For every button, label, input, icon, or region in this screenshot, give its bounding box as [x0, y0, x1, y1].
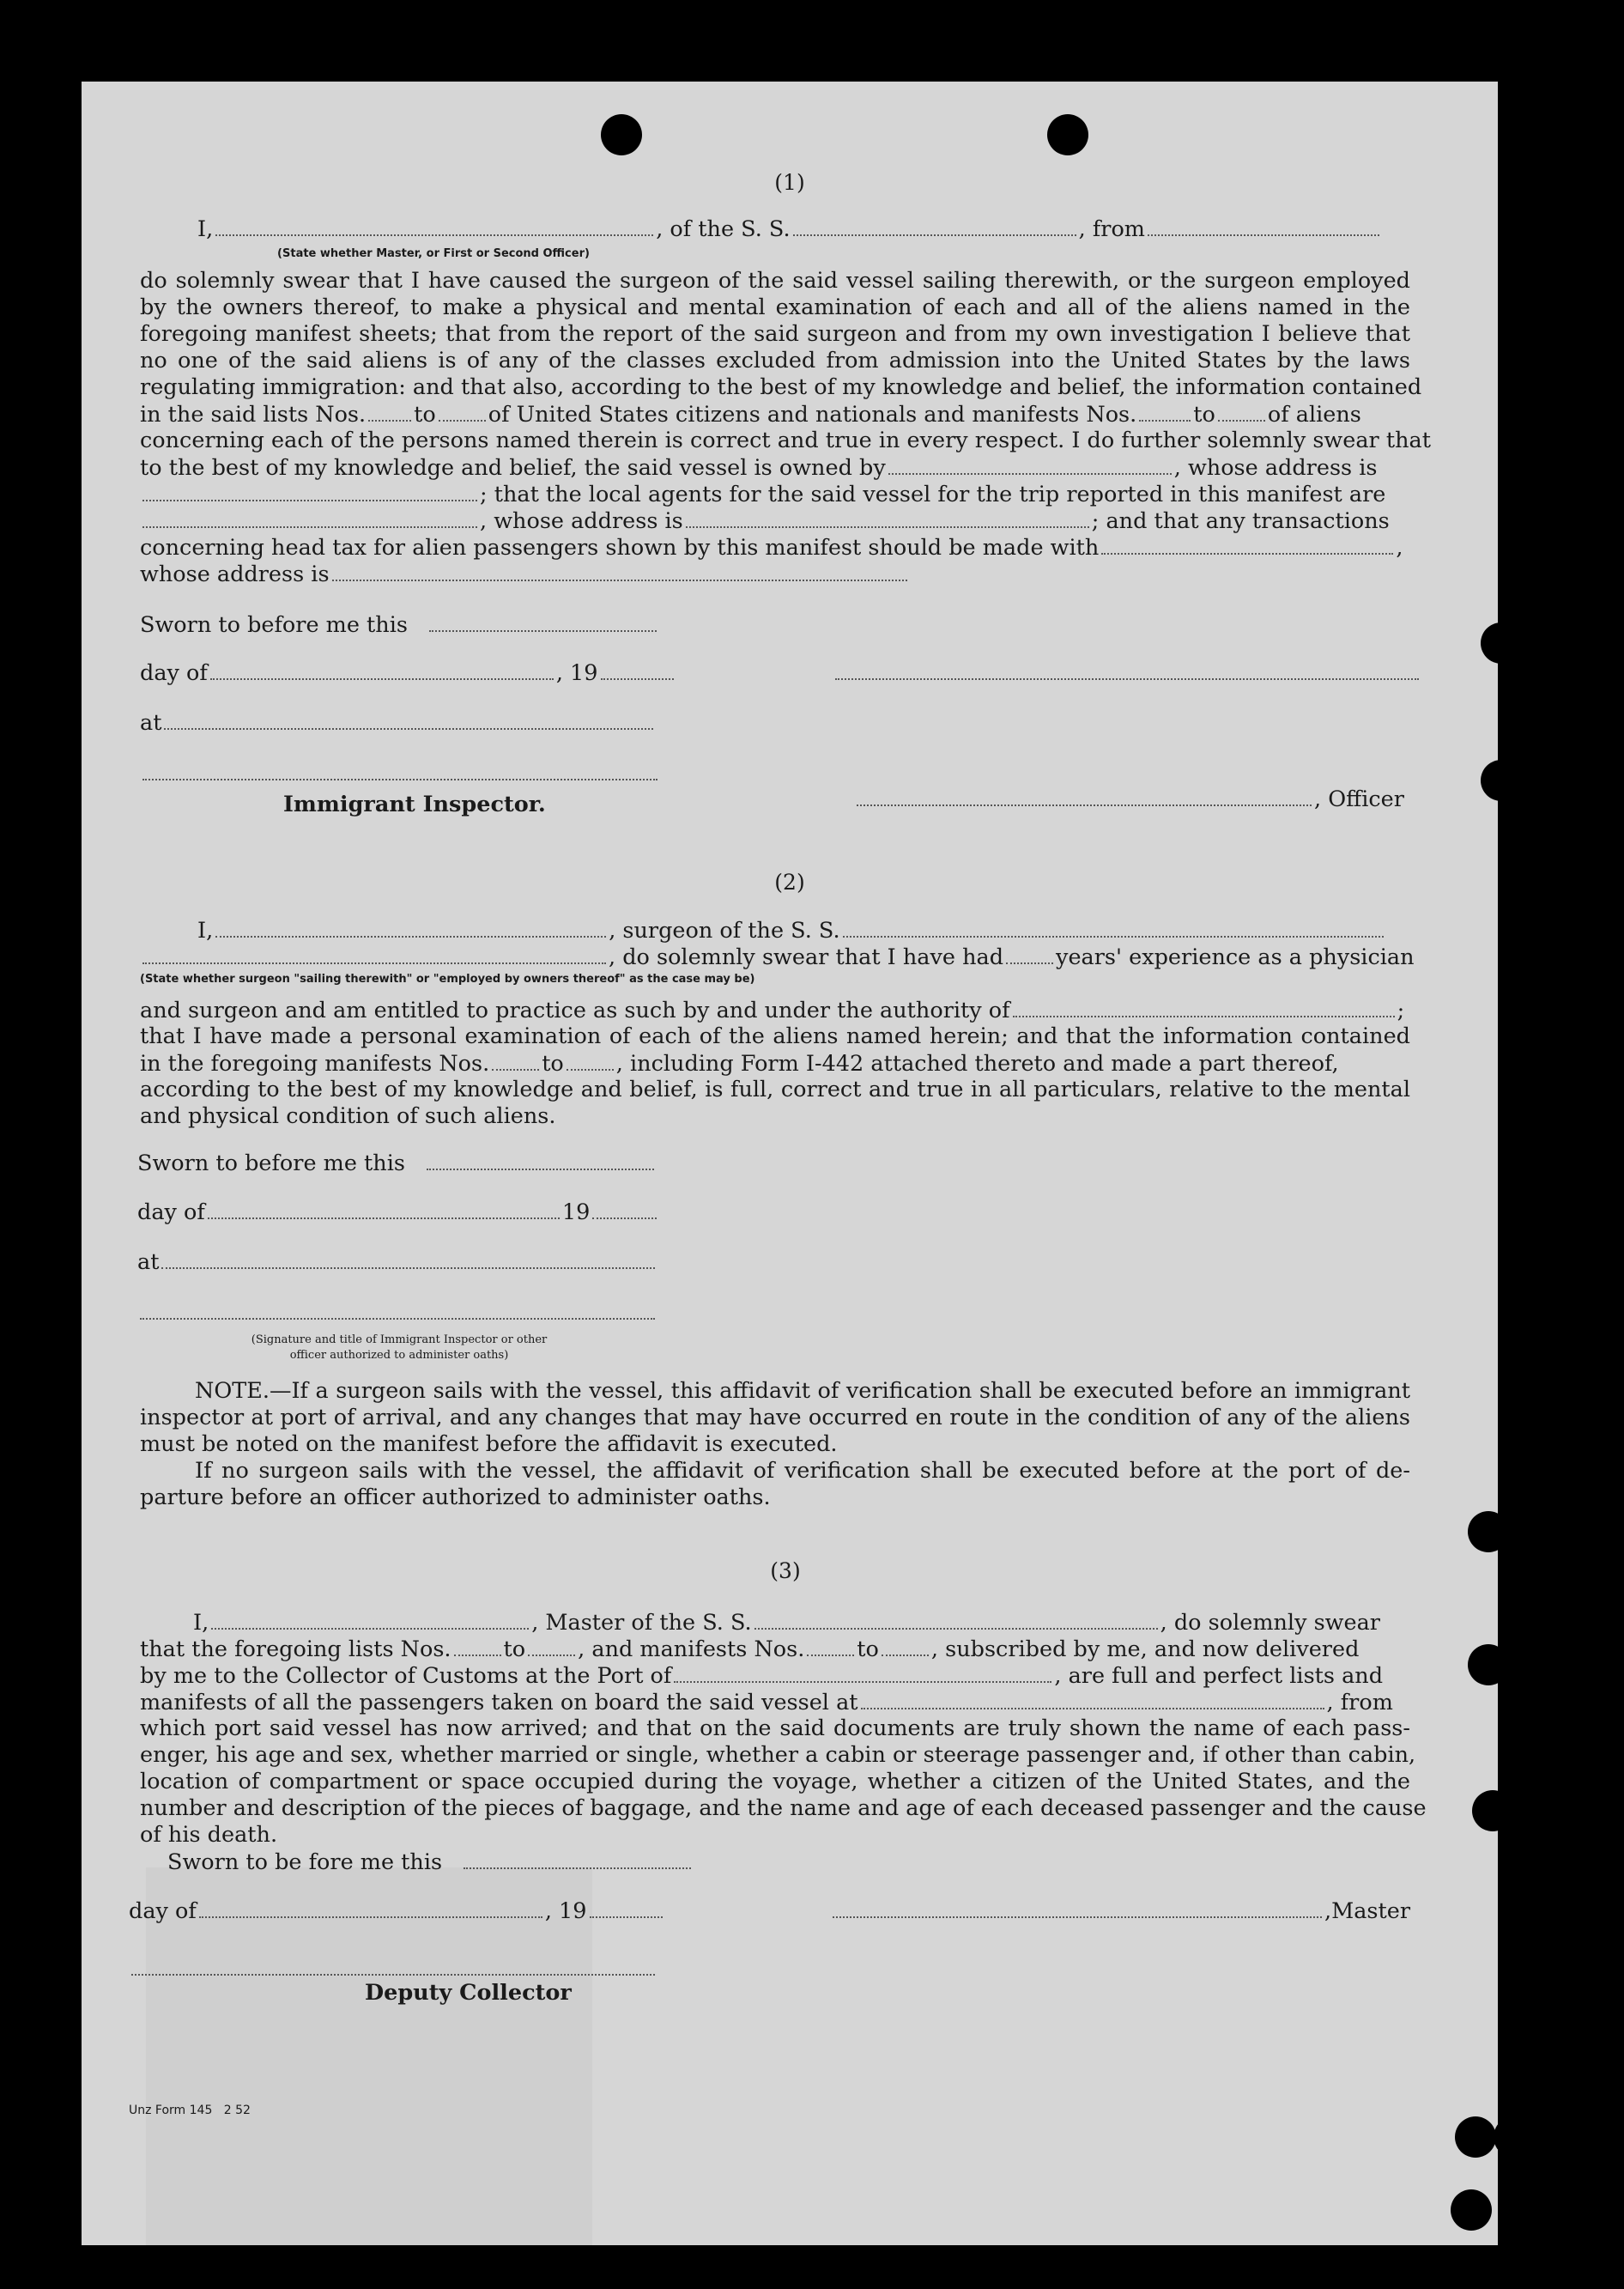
s1-para-line: foregoing manifest sheets; that from the report of the said surgeon and from my own investigation I believe that [140, 321, 1410, 347]
s3-para-line: by me to the Collector of Customs at the Port of , are full and perfect lists and [140, 1663, 1384, 1689]
section-2-number: (2) [774, 870, 805, 895]
s1-para-line: , whose address is ; and that any transactions [140, 507, 1390, 535]
s2-para-line: that I have made a personal examination of each of the aliens named herein; and that the information contained [140, 1023, 1410, 1049]
s1-para-line: concerning head tax for alien passengers shown by this manifest should be made with , [140, 535, 1403, 561]
s1-at: at [140, 709, 656, 737]
s1-para-line: to the best of my knowledge and belief, the said vessel is owned by , whose address is [140, 455, 1378, 481]
s3-para-line: that the foregoing lists Nos. to , and manifests Nos. to , subscribed by me, and now delivered [140, 1636, 1360, 1662]
s2-line-2: , do solemnly swear that I have had years' experience as a physician [140, 944, 1415, 971]
s2-para-line: and physical condition of such aliens. [140, 1103, 556, 1129]
s3-line-1: I, , Master of the S. S. , do solemnly swear [193, 1610, 1380, 1636]
punch-hole [1451, 2189, 1492, 2231]
punch-hole [1472, 1790, 1513, 1831]
punch-hole [1494, 2116, 1535, 2158]
s1-para-line: do solemnly swear that I have caused the surgeon of the said vessel sailing therewith, or the surgeon employed [140, 268, 1410, 294]
s2-note-line: must be noted on the manifest before the affidavit is executed. [140, 1431, 838, 1457]
s1-line-1: I, , of the S. S. , from [197, 216, 1382, 243]
s1-para-line: by the owners thereof, to make a physical and mental examination of each and all of the aliens named in the [140, 294, 1410, 320]
s2-note-line: NOTE.—If a surgeon sails with the vessel, this affidavit of verification shall be executed before an immigrant [195, 1378, 1410, 1404]
punch-hole [1468, 1511, 1509, 1552]
s2-at: at [137, 1248, 657, 1276]
s3-para-line: number and description of the pieces of baggage, and the name and age of each deceased passenger and the cause [140, 1795, 1427, 1821]
s2-sworn: Sworn to before me this [137, 1150, 657, 1177]
punch-hole [1481, 622, 1522, 664]
s3-para-line: which port said vessel has now arrived; and that on the said documents are truly shown the name of each pass- [140, 1715, 1410, 1741]
s2-note-line: parture before an officer authorized to administer oaths. [140, 1485, 771, 1510]
s1-officer: , Officer [854, 786, 1404, 813]
s3-sworn: Sworn to be fore me this [167, 1849, 694, 1876]
s1-para-line: ; that the local agents for the said vessel for the trip reported in this manifest are [140, 481, 1385, 508]
s1-officer-note: (State whether Master, or First or Second Officer) [277, 247, 590, 260]
s2-surgeon-note: (State whether surgeon "sailing therewith" or "employed by owners thereof" as the case may be) [140, 973, 755, 986]
punch-hole [1481, 760, 1522, 801]
s3-para-line: location of compartment or space occupied during the voyage, whether a citizen of the United States, and the [140, 1769, 1410, 1794]
punch-hole [1498, 1155, 1539, 1196]
s2-signature-caption-1: (Signature and title of Immigrant Inspector or other [251, 1333, 548, 1346]
s3-para-line: manifests of all the passengers taken on board the said vessel at , from [140, 1690, 1393, 1715]
s3-collector-signature-line [129, 1955, 657, 1982]
s2-signature-line [137, 1299, 657, 1327]
s2-para-line: in the foregoing manifests Nos. to , including Form I-442 attached thereto and made a part thereof, [140, 1051, 1339, 1077]
s2-note-line: If no surgeon sails with the vessel, the affidavit of verification shall be executed before at the port of de- [195, 1458, 1410, 1484]
s2-para-line: and surgeon and am entitled to practice as such by and under the authority of ; [140, 998, 1405, 1023]
form-number: Unz Form 145 2 52 [129, 2104, 251, 2117]
s1-para-line: concerning each of the persons named therein is correct and true in every respect. I do further solemnly swear that [140, 428, 1431, 453]
s2-signature-caption-2: officer authorized to administer oaths) [289, 1349, 509, 1362]
s1-para-line: regulating immigration: and that also, according to the best of my knowledge and belief, the information contained [140, 374, 1422, 400]
s3-deputy-collector: Deputy Collector [365, 1980, 572, 2006]
s3-master: ,Master [830, 1897, 1410, 1925]
s1-day-of: day of , 19 [140, 659, 676, 687]
s2-note-line: inspector at port of arrival, and any changes that may have occurred en route in the condition of any of the aliens [140, 1405, 1410, 1430]
s2-line-1: I, , surgeon of the S. S. [197, 917, 1386, 944]
punch-hole [601, 114, 642, 155]
punch-hole [1047, 114, 1088, 155]
s1-inspector-signature-line [140, 760, 660, 787]
s1-officer-signature-line [833, 659, 1421, 687]
s3-para-line: enger, his age and sex, whether married or single, whether a cabin or steerage passenger and, if other than cabin, [140, 1742, 1416, 1768]
form-page [82, 82, 1498, 2245]
punch-hole [1468, 1644, 1509, 1685]
s1-para-line: whose address is [140, 561, 910, 588]
section-3-number: (3) [770, 1558, 801, 1583]
punch-hole [1455, 2116, 1496, 2158]
s3-day-of: day of , 19 [129, 1897, 665, 1925]
s1-para-line: no one of the said aliens is of any of the classes excluded from admission into the United States by the laws [140, 348, 1410, 373]
s1-para-line: in the said lists Nos. to of United States citizens and nationals and manifests Nos. to of aliens [140, 402, 1361, 428]
s1-immigrant-inspector: Immigrant Inspector. [283, 792, 546, 817]
s2-day-of: day of 19 [137, 1199, 659, 1226]
s1-sworn: Sworn to before me this [140, 611, 659, 639]
section-1-number: (1) [774, 170, 805, 195]
s2-para-line: according to the best of my knowledge and belief, is full, correct and true in all particulars, relative to the mental [140, 1077, 1410, 1102]
s3-para-line: of his death. [140, 1822, 278, 1848]
